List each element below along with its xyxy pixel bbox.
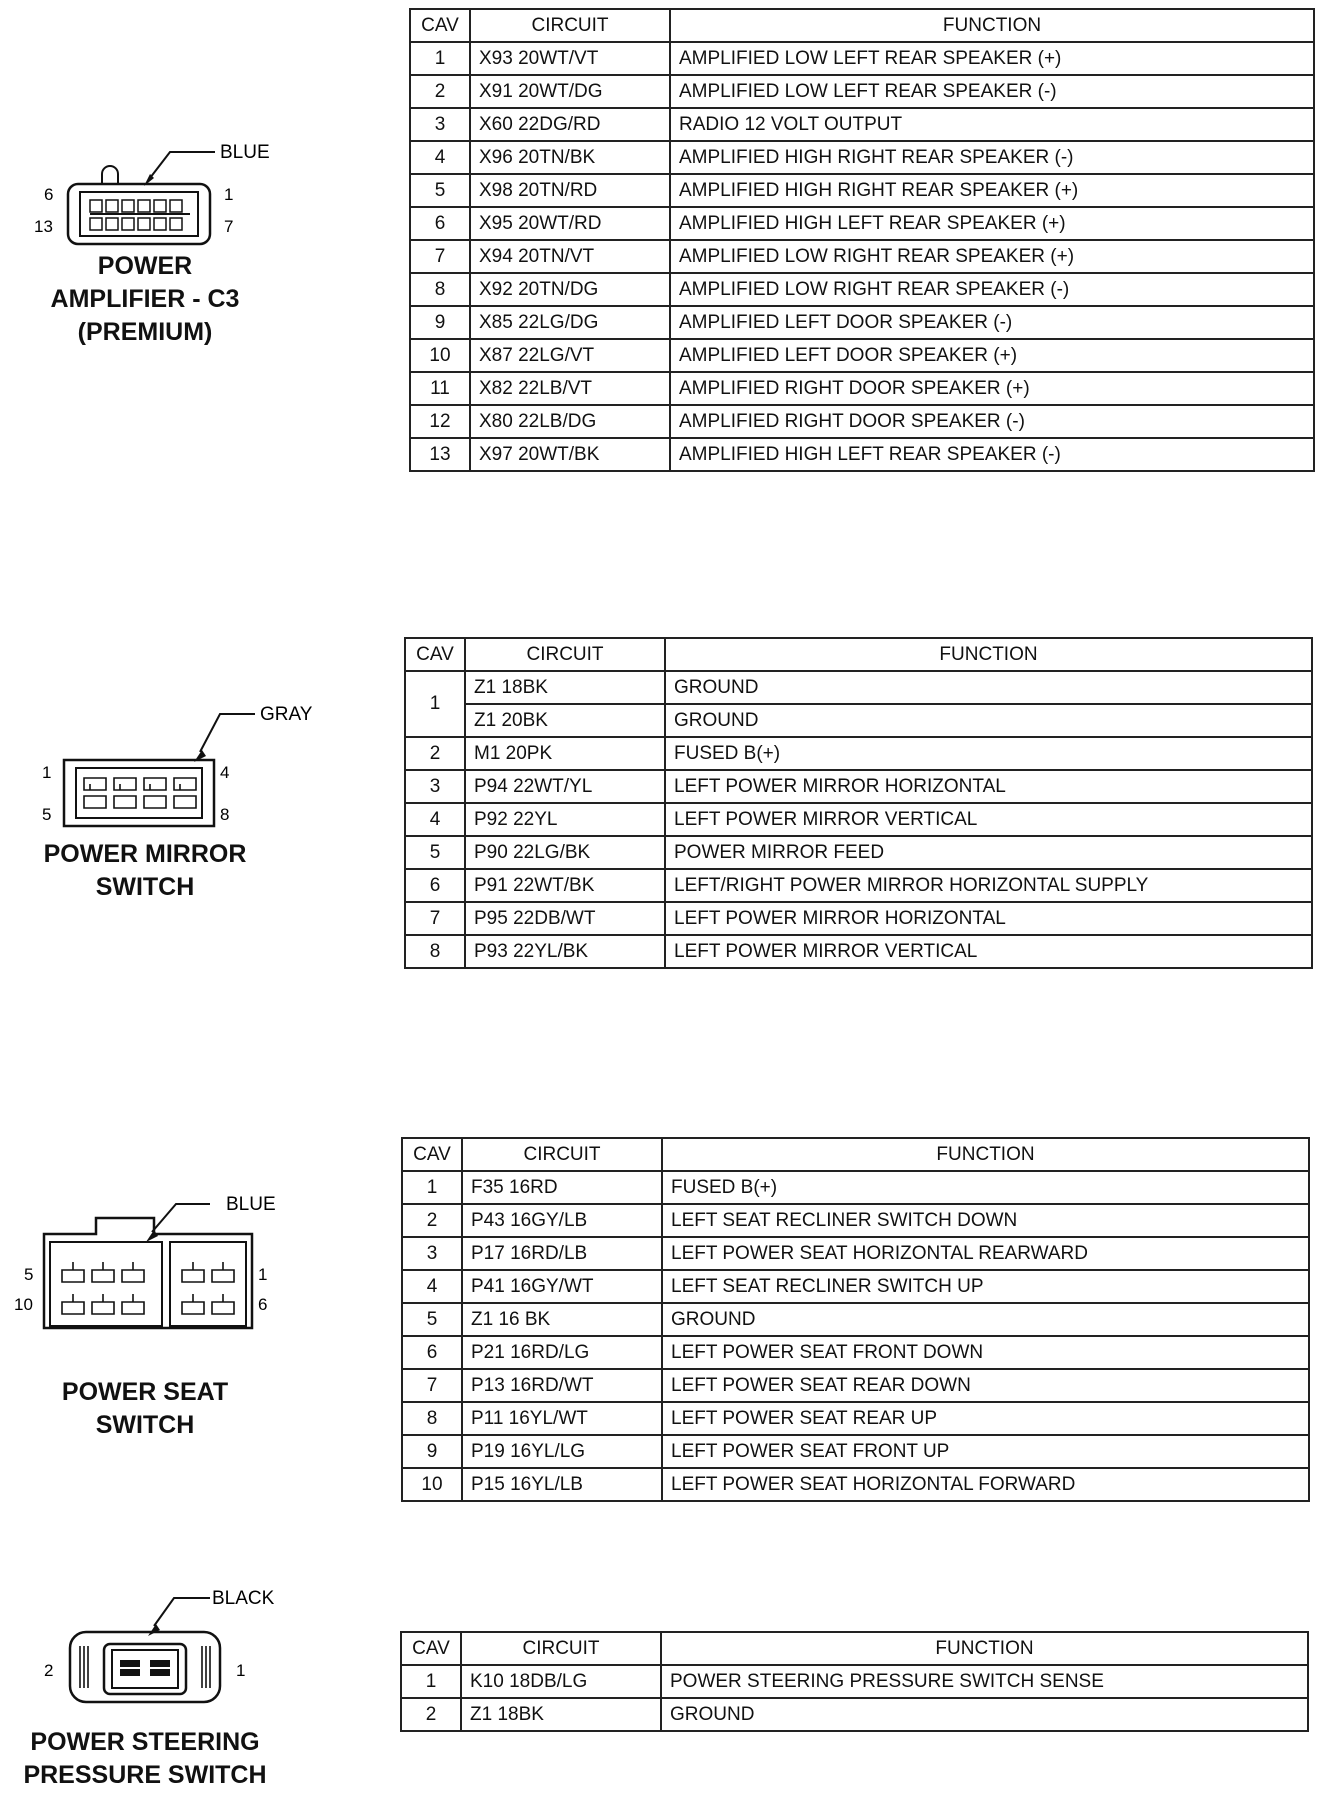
circuit-header: CIRCUIT	[461, 1632, 661, 1665]
cav-cell: 12	[410, 405, 470, 438]
seat-pin-label: 1	[258, 1265, 268, 1284]
circuit-cell: Z1 20BK	[465, 704, 665, 737]
seat-connector-label	[10, 1376, 280, 1442]
seat-pinout-table	[401, 1137, 1310, 1502]
seat-color-label: BLUE	[226, 1194, 276, 1215]
cav-cell: 8	[402, 1402, 462, 1435]
label-line: POWER STEERING	[30, 1728, 260, 1756]
table-row	[405, 704, 1312, 737]
cav-cell: 2	[405, 737, 465, 770]
cav-cell: 3	[402, 1237, 462, 1270]
mirror-color-label: GRAY	[260, 704, 313, 725]
cav-cell: 6	[402, 1336, 462, 1369]
cav-cell: 4	[405, 803, 465, 836]
circuit-cell: P95 22DB/WT	[465, 902, 665, 935]
cav-header: CAV	[405, 638, 465, 671]
amplifier-connector-label	[10, 250, 280, 349]
function-cell: AMPLIFIED LOW LEFT REAR SPEAKER (-)	[670, 75, 1314, 108]
circuit-cell: P21 16RD/LG	[462, 1336, 662, 1369]
amplifier-pin-label: 7	[224, 217, 234, 236]
mirror-pin-label: 4	[220, 763, 230, 782]
table-row	[410, 273, 1314, 306]
table-row	[410, 75, 1314, 108]
circuit-cell: X60 22DG/RD	[470, 108, 670, 141]
table-row	[405, 671, 1312, 704]
circuit-cell: X87 22LG/VT	[470, 339, 670, 372]
circuit-cell: Z1 18BK	[465, 671, 665, 704]
function-cell: LEFT POWER MIRROR VERTICAL	[665, 803, 1312, 836]
cav-cell: 8	[410, 273, 470, 306]
table-row	[405, 737, 1312, 770]
label-line: POWER SEAT	[61, 1378, 229, 1406]
circuit-cell: P94 22WT/YL	[465, 770, 665, 803]
circuit-cell: P19 16YL/LG	[462, 1435, 662, 1468]
circuit-cell: X80 22LB/DG	[470, 405, 670, 438]
circuit-header: CIRCUIT	[470, 9, 670, 42]
circuit-cell: K10 18DB/LG	[461, 1665, 661, 1698]
amplifier-pin-label: 13	[34, 217, 53, 236]
table-row	[405, 869, 1312, 902]
cav-cell: 5	[402, 1303, 462, 1336]
cav-header: CAV	[402, 1138, 462, 1171]
function-cell: LEFT POWER MIRROR VERTICAL	[665, 935, 1312, 968]
seat-pin-label: 10	[14, 1295, 33, 1314]
function-cell: AMPLIFIED HIGH RIGHT REAR SPEAKER (+)	[670, 174, 1314, 207]
cav-cell: 1	[401, 1665, 461, 1698]
cav-cell: 10	[410, 339, 470, 372]
circuit-cell: P11 16YL/WT	[462, 1402, 662, 1435]
amplifier-color-label: BLUE	[220, 142, 270, 163]
function-cell: POWER STEERING PRESSURE SWITCH SENSE	[661, 1665, 1308, 1698]
circuit-cell: X95 20WT/RD	[470, 207, 670, 240]
seat-connector-icon	[10, 1180, 280, 1330]
function-cell: AMPLIFIED LOW LEFT REAR SPEAKER (+)	[670, 42, 1314, 75]
function-cell: AMPLIFIED LEFT DOOR SPEAKER (+)	[670, 339, 1314, 372]
seat-pin-label: 5	[24, 1265, 34, 1284]
circuit-cell: X91 20WT/DG	[470, 75, 670, 108]
table-row	[402, 1270, 1309, 1303]
table-row	[410, 174, 1314, 207]
function-cell: AMPLIFIED RIGHT DOOR SPEAKER (-)	[670, 405, 1314, 438]
table-row	[410, 108, 1314, 141]
circuit-cell: P15 16YL/LB	[462, 1468, 662, 1501]
table-header-row	[405, 638, 1312, 671]
function-cell: LEFT POWER SEAT FRONT DOWN	[662, 1336, 1309, 1369]
function-cell: AMPLIFIED LOW RIGHT REAR SPEAKER (+)	[670, 240, 1314, 273]
table-row	[410, 438, 1314, 471]
amplifier-pinout-table	[409, 8, 1315, 472]
table-header-row	[401, 1632, 1308, 1665]
function-cell: RADIO 12 VOLT OUTPUT	[670, 108, 1314, 141]
function-cell: LEFT POWER SEAT FRONT UP	[662, 1435, 1309, 1468]
function-header: FUNCTION	[662, 1138, 1309, 1171]
label-line: SWITCH	[95, 873, 195, 901]
seat-connector-diagram	[10, 1180, 280, 1440]
table-row	[405, 902, 1312, 935]
function-header: FUNCTION	[661, 1632, 1308, 1665]
cav-header: CAV	[410, 9, 470, 42]
function-header: FUNCTION	[670, 9, 1314, 42]
table-row	[402, 1435, 1309, 1468]
cav-cell: 4	[402, 1270, 462, 1303]
function-cell: GROUND	[661, 1698, 1308, 1731]
function-cell: POWER MIRROR FEED	[665, 836, 1312, 869]
circuit-cell: X96 20TN/BK	[470, 141, 670, 174]
circuit-cell: X93 20WT/VT	[470, 42, 670, 75]
cav-cell: 6	[410, 207, 470, 240]
table-row	[410, 141, 1314, 174]
function-cell: GROUND	[662, 1303, 1309, 1336]
circuit-cell: M1 20PK	[465, 737, 665, 770]
table-row	[410, 405, 1314, 438]
function-cell: GROUND	[665, 704, 1312, 737]
cav-cell: 5	[405, 836, 465, 869]
circuit-cell: X98 20TN/RD	[470, 174, 670, 207]
cav-cell: 9	[402, 1435, 462, 1468]
circuit-cell: P92 22YL	[465, 803, 665, 836]
table-row	[410, 207, 1314, 240]
steering-connector-diagram	[10, 1590, 280, 1796]
table-row	[402, 1402, 1309, 1435]
cav-cell: 5	[410, 174, 470, 207]
label-line: POWER MIRROR	[43, 840, 247, 868]
cav-cell: 2	[402, 1204, 462, 1237]
cav-cell: 1	[402, 1171, 462, 1204]
steering-pin-label: 1	[236, 1661, 246, 1680]
cav-cell: 13	[410, 438, 470, 471]
circuit-cell: Z1 18BK	[461, 1698, 661, 1731]
function-cell: FUSED B(+)	[662, 1171, 1309, 1204]
circuit-cell: F35 16RD	[462, 1171, 662, 1204]
function-cell: LEFT POWER SEAT HORIZONTAL FORWARD	[662, 1468, 1309, 1501]
circuit-cell: X82 22LB/VT	[470, 372, 670, 405]
amplifier-connector-icon	[10, 120, 280, 250]
circuit-cell: P43 16GY/LB	[462, 1204, 662, 1237]
steering-connector-label	[10, 1726, 280, 1792]
mirror-pin-label: 1	[42, 763, 52, 782]
circuit-cell: X97 20WT/BK	[470, 438, 670, 471]
amplifier-pin-label: 6	[44, 185, 54, 204]
amplifier-pin-label: 1	[224, 185, 234, 204]
steering-connector-icon	[10, 1590, 280, 1710]
table-row	[402, 1237, 1309, 1270]
cav-cell: 2	[410, 75, 470, 108]
cav-cell: 9	[410, 306, 470, 339]
cav-cell: 7	[410, 240, 470, 273]
function-cell: LEFT/RIGHT POWER MIRROR HORIZONTAL SUPPLY	[665, 869, 1312, 902]
function-cell: LEFT POWER SEAT REAR UP	[662, 1402, 1309, 1435]
circuit-header: CIRCUIT	[465, 638, 665, 671]
cav-cell: 6	[405, 869, 465, 902]
circuit-cell: Z1 16 BK	[462, 1303, 662, 1336]
cav-cell: 2	[401, 1698, 461, 1731]
cav-cell: 7	[405, 902, 465, 935]
table-row	[405, 935, 1312, 968]
label-line: SWITCH	[95, 1411, 195, 1439]
function-cell: LEFT POWER MIRROR HORIZONTAL	[665, 902, 1312, 935]
label-line: PRESSURE SWITCH	[23, 1761, 267, 1789]
amplifier-connector-diagram	[10, 120, 280, 400]
function-cell: LEFT SEAT RECLINER SWITCH UP	[662, 1270, 1309, 1303]
circuit-cell: X94 20TN/VT	[470, 240, 670, 273]
cav-cell: 1	[405, 671, 465, 737]
label-line: POWER	[97, 252, 193, 280]
table-row	[405, 836, 1312, 869]
mirror-connector-label	[10, 838, 280, 904]
cav-cell: 3	[410, 108, 470, 141]
circuit-cell: P93 22YL/BK	[465, 935, 665, 968]
table-header-row	[402, 1138, 1309, 1171]
function-cell: LEFT POWER SEAT HORIZONTAL REARWARD	[662, 1237, 1309, 1270]
table-row	[401, 1665, 1308, 1698]
circuit-header: CIRCUIT	[462, 1138, 662, 1171]
mirror-connector-diagram	[10, 690, 313, 920]
circuit-cell: X92 20TN/DG	[470, 273, 670, 306]
function-cell: AMPLIFIED HIGH RIGHT REAR SPEAKER (-)	[670, 141, 1314, 174]
table-row	[405, 770, 1312, 803]
table-row	[402, 1369, 1309, 1402]
function-cell: LEFT POWER SEAT REAR DOWN	[662, 1369, 1309, 1402]
mirror-pinout-table	[404, 637, 1313, 969]
cav-cell: 10	[402, 1468, 462, 1501]
circuit-cell: X85 22LG/DG	[470, 306, 670, 339]
circuit-cell: P13 16RD/WT	[462, 1369, 662, 1402]
function-header: FUNCTION	[665, 638, 1312, 671]
table-row	[402, 1336, 1309, 1369]
function-cell: AMPLIFIED HIGH LEFT REAR SPEAKER (-)	[670, 438, 1314, 471]
table-row	[402, 1303, 1309, 1336]
cav-cell: 3	[405, 770, 465, 803]
mirror-pin-label: 5	[42, 805, 52, 824]
table-row	[410, 306, 1314, 339]
circuit-cell: P91 22WT/BK	[465, 869, 665, 902]
table-row	[405, 803, 1312, 836]
function-cell: AMPLIFIED LEFT DOOR SPEAKER (-)	[670, 306, 1314, 339]
label-line: (PREMIUM)	[77, 318, 213, 346]
table-header-row	[410, 9, 1314, 42]
table-row	[401, 1698, 1308, 1731]
function-cell: AMPLIFIED LOW RIGHT REAR SPEAKER (-)	[670, 273, 1314, 306]
cav-cell: 1	[410, 42, 470, 75]
circuit-cell: P41 16GY/WT	[462, 1270, 662, 1303]
steering-pinout-table	[400, 1631, 1309, 1732]
function-cell: LEFT SEAT RECLINER SWITCH DOWN	[662, 1204, 1309, 1237]
cav-header: CAV	[401, 1632, 461, 1665]
circuit-cell: P90 22LG/BK	[465, 836, 665, 869]
function-cell: AMPLIFIED HIGH LEFT REAR SPEAKER (+)	[670, 207, 1314, 240]
table-row	[402, 1468, 1309, 1501]
cav-cell: 7	[402, 1369, 462, 1402]
cav-cell: 11	[410, 372, 470, 405]
function-cell: FUSED B(+)	[665, 737, 1312, 770]
function-cell: AMPLIFIED RIGHT DOOR SPEAKER (+)	[670, 372, 1314, 405]
function-cell: LEFT POWER MIRROR HORIZONTAL	[665, 770, 1312, 803]
table-row	[402, 1171, 1309, 1204]
mirror-connector-icon	[10, 690, 313, 830]
table-row	[410, 339, 1314, 372]
circuit-cell: P17 16RD/LB	[462, 1237, 662, 1270]
table-row	[410, 372, 1314, 405]
seat-pin-label: 6	[258, 1295, 268, 1314]
table-row	[410, 42, 1314, 75]
function-cell: GROUND	[665, 671, 1312, 704]
steering-color-label: BLACK	[212, 1588, 275, 1609]
cav-cell: 8	[405, 935, 465, 968]
cav-cell: 4	[410, 141, 470, 174]
table-row	[410, 240, 1314, 273]
table-row	[402, 1204, 1309, 1237]
steering-pin-label: 2	[44, 1661, 54, 1680]
label-line: AMPLIFIER - C3	[50, 285, 240, 313]
mirror-pin-label: 8	[220, 805, 230, 824]
